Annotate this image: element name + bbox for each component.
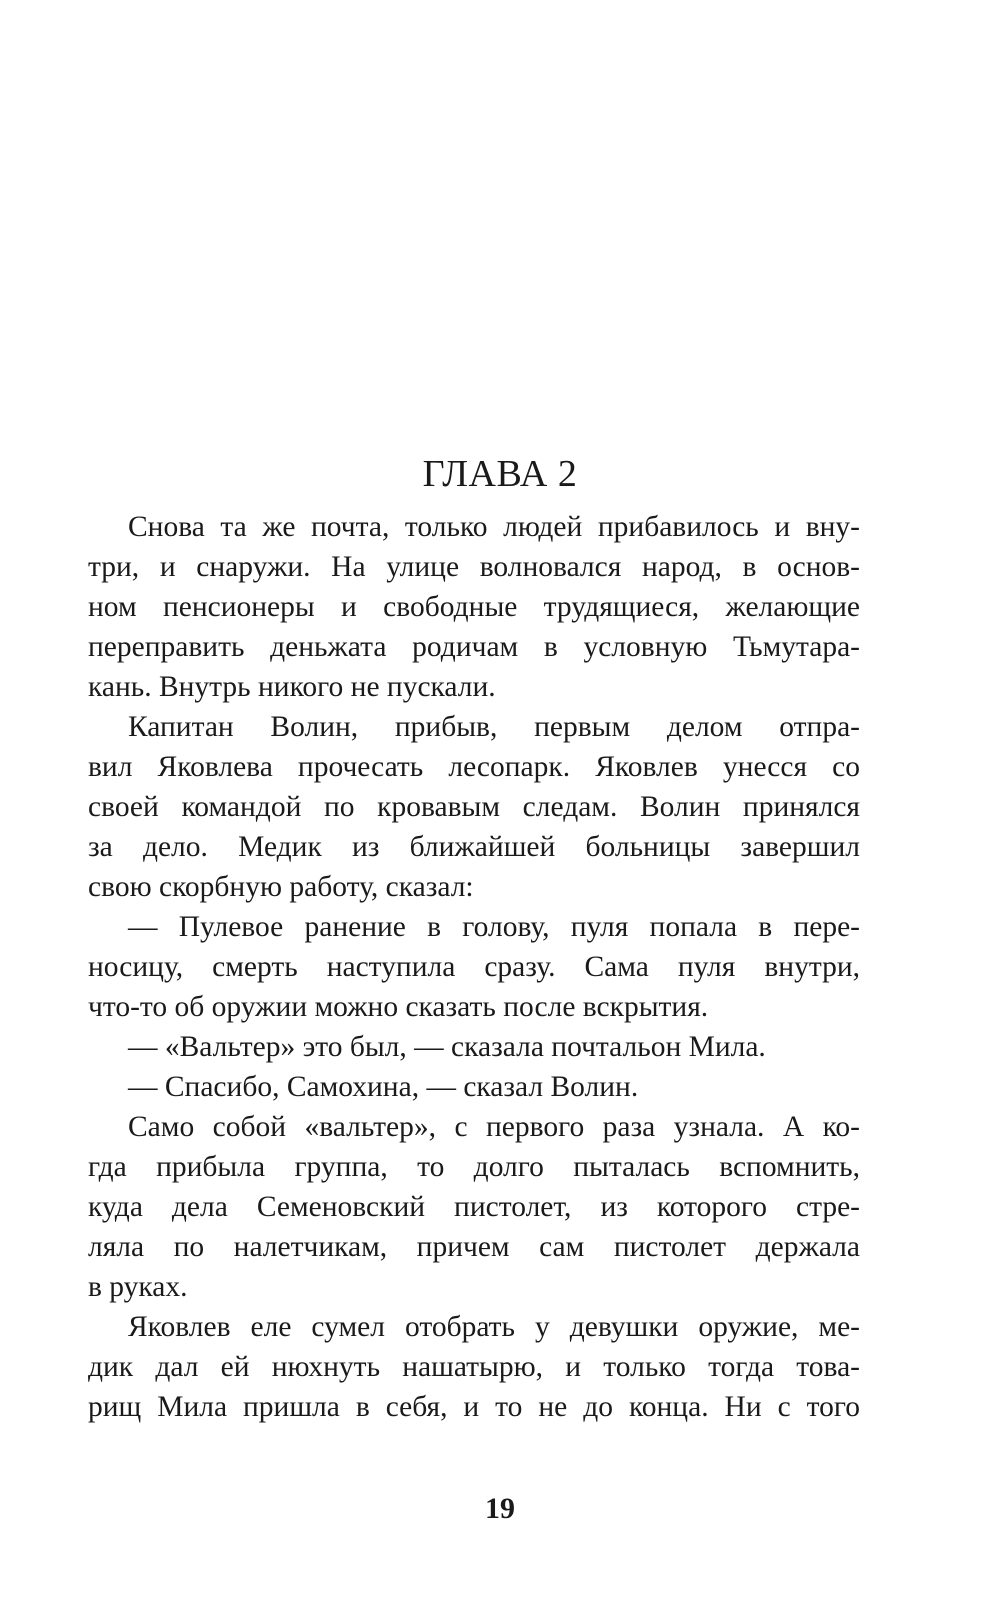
text-line: рищ Мила пришла в себя, и то не до конца. Ни с того (88, 1391, 860, 1423)
text-line: кань. Внутрь никого не пускали. (88, 671, 496, 703)
text-line: — Спасибо, Самохина, — сказал Волин. (128, 1071, 639, 1103)
text-line: Яковлев еле сумел отобрать у девушки оружие, ме- (128, 1311, 860, 1343)
text-line: носицу, смерть наступила сразу. Сама пуля внутри, (88, 951, 860, 983)
text-line: — Пулевое ранение в голову, пуля попала в пере- (128, 911, 860, 943)
text-line: три, и снаружи. На улице волновался народ, в основ- (88, 551, 860, 583)
text-line: в руках. (88, 1271, 188, 1303)
text-line: вил Яковлева прочесать лесопарк. Яковлев унесся со (88, 751, 860, 783)
text-line: переправить деньжата родичам в условную Тьмутара- (88, 631, 860, 663)
text-line: свою скорбную работу, сказал: (88, 871, 474, 903)
text-line: куда дела Семеновский пистолет, из которого стре- (88, 1191, 860, 1223)
text-line: Снова та же почта, только людей прибавилось и вну- (128, 511, 860, 543)
chapter-title: ГЛАВА 2 (422, 453, 578, 495)
text-line: дик дал ей нюхнуть нашатырю, и только тогда това- (88, 1351, 860, 1383)
text-line: ном пенсионеры и свободные трудящиеся, желающие (88, 591, 860, 623)
text-line: что-то об оружии можно сказать после вскрытия. (88, 991, 709, 1023)
text-line: ляла по налетчикам, причем сам пистолет держала (88, 1231, 860, 1263)
page-number: 19 (485, 1492, 515, 1525)
text-line: Капитан Волин, прибыв, первым делом отпра- (128, 711, 860, 743)
text-line: — «Вальтер» это был, — сказала почтальон Мила. (128, 1031, 766, 1063)
text-line: своей командой по кровавым следам. Волин принялся (88, 791, 860, 823)
text-line: гда прибыла группа, то долго пыталась вспомнить, (88, 1151, 860, 1183)
text-line: Само собой «вальтер», с первого раза узнала. А ко- (128, 1111, 860, 1143)
text-line: за дело. Медик из ближайшей больницы завершил (88, 831, 860, 863)
